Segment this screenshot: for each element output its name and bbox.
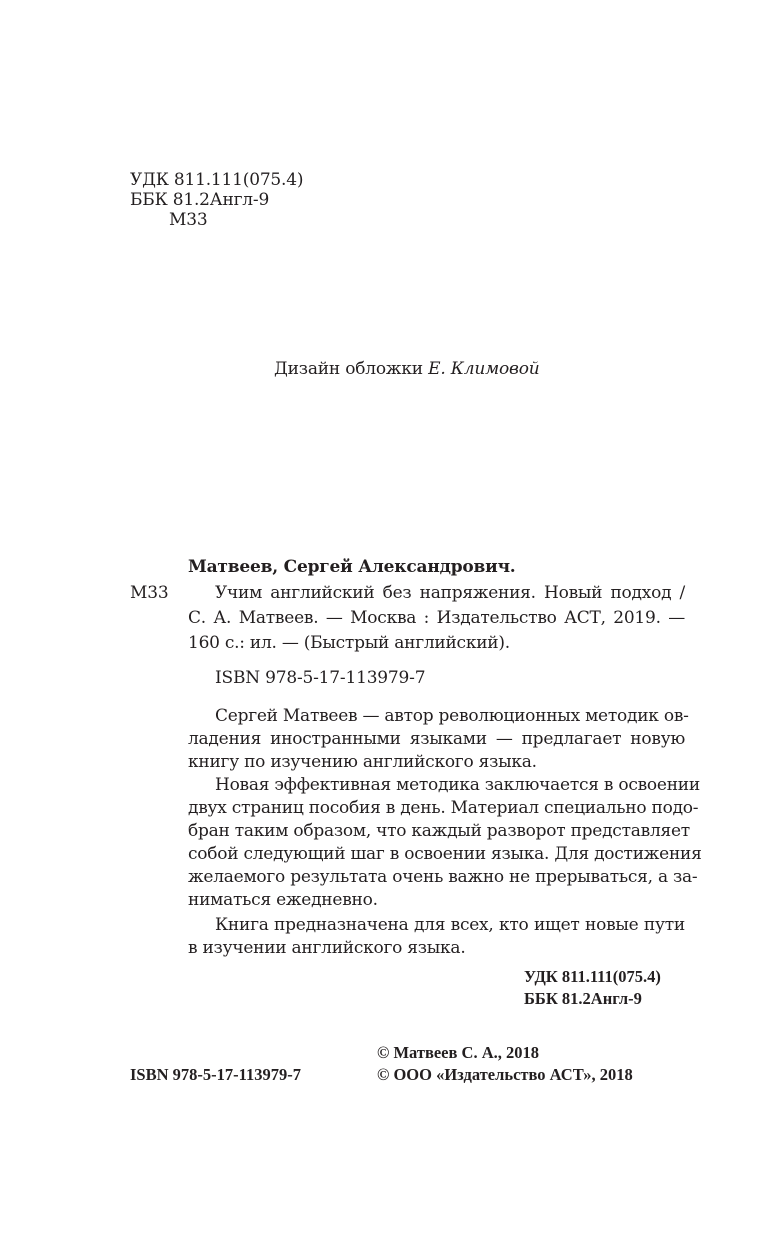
record-line-3: 160 с.: ил. — (Быстрый английский). [188, 633, 510, 653]
record-author-mark: М33 [130, 583, 169, 603]
bottom-udk-code: УДК 811.111(075.4) [524, 967, 661, 986]
bottom-bbk-code: ББК 81.2Англ-9 [524, 989, 642, 1008]
record-line-2: С. А. Матвеев. — Москва : Издательство АСТ, 2019. — [188, 608, 685, 628]
annotation-line: ниматься ежедневно. [188, 890, 378, 910]
annotation-line: двух страниц пособия в день. Материал специально подо- [188, 798, 699, 818]
copyright-author: © Матвеев С. А., 2018 [377, 1043, 540, 1062]
cover-design-credit [274, 358, 540, 380]
annotation-line: собой следующий шаг в освоении языка. Для достижения [188, 844, 702, 864]
footer-isbn: ISBN 978-5-17-113979-7 [130, 1065, 301, 1084]
annotation-line: Книга предназначена для всех, кто ищет новые пути [215, 915, 685, 935]
annotation-line: Новая эффективная методика заключается в освоении [215, 775, 700, 795]
udk-code: УДК 811.111(075.4) [130, 170, 304, 190]
record-isbn: ISBN 978-5-17-113979-7 [215, 668, 426, 688]
record-line-1: Учим английский без напряжения. Новый подход / [215, 583, 685, 603]
annotation-line: в изучении английского языка. [188, 938, 466, 958]
annotation-line: бран таким образом, что каждый разворот представляет [188, 821, 690, 841]
author-heading: Матвеев, Сергей Александрович. [188, 557, 516, 577]
cover-design-label: Дизайн обложки [274, 359, 429, 379]
cover-designer-name: Е. Климовой [428, 359, 540, 379]
bbk-code: ББК 81.2Англ-9 [130, 190, 270, 210]
annotation-line: книгу по изучению английского языка. [188, 752, 537, 772]
annotation-line: желаемого результата очень важно не прерываться, а за- [188, 867, 698, 887]
annotation-line: ладения иностранными языками — предлагает новую [188, 729, 685, 749]
author-mark: М33 [169, 210, 208, 230]
annotation-line: Сергей Матвеев — автор революционных методик ов- [215, 706, 689, 726]
copyright-publisher: © ООО «Издательство АСТ», 2018 [377, 1065, 633, 1084]
